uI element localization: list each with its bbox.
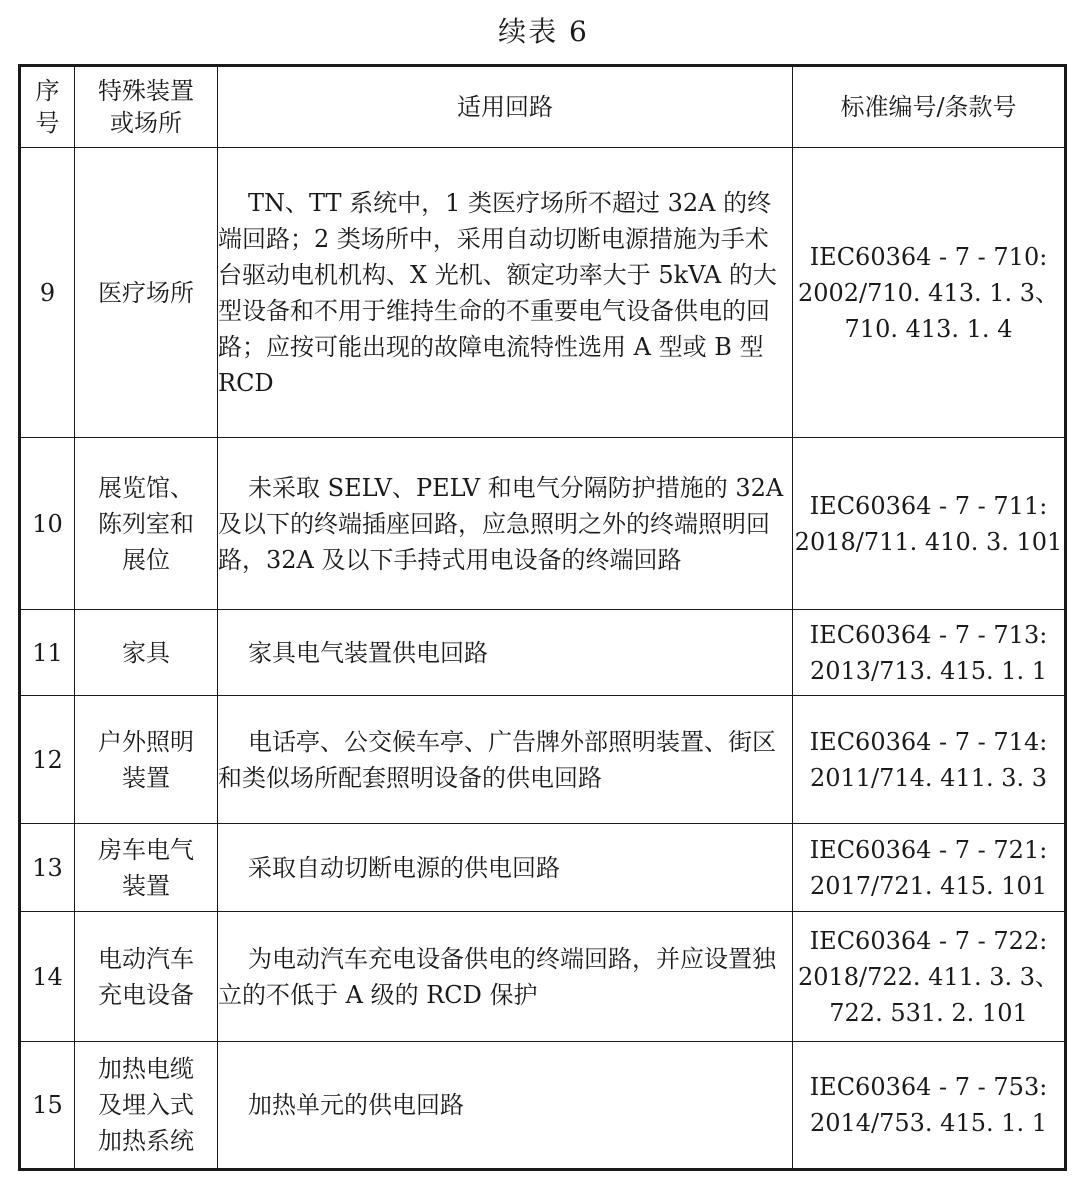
standard-line: IEC60364 - 7 - 722:	[809, 926, 1048, 955]
row-standard	[793, 438, 1066, 610]
row-number: 13	[20, 824, 75, 912]
header-circuit: 适用回路	[218, 66, 793, 148]
row-number: 12	[20, 696, 75, 824]
standard-line: 2018/722. 411. 3. 3、	[797, 962, 1060, 991]
table-row	[20, 610, 1066, 696]
table-row	[20, 824, 1066, 912]
row-place: 医疗场所	[75, 148, 218, 438]
row-standard	[793, 912, 1066, 1042]
standard-line: 2018/711. 410. 3. 101	[794, 527, 1063, 556]
row-number: 11	[20, 610, 75, 696]
row-circuit: 加热单元的供电回路	[218, 1042, 793, 1170]
row-number: 14	[20, 912, 75, 1042]
header-standard: 标准编号/条款号	[793, 66, 1066, 148]
row-place: 房车电气装置	[75, 824, 218, 912]
row-standard	[793, 148, 1066, 438]
table-row	[20, 148, 1066, 438]
table-title: 续表 6	[498, 15, 589, 48]
header-row	[20, 66, 1066, 148]
row-number: 15	[20, 1042, 75, 1170]
standard-line: IEC60364 - 7 - 753:	[809, 1073, 1048, 1101]
row-circuit: 为电动汽车充电设备供电的终端回路，并应设置独立的不低于 A 级的 RCD 保护	[218, 912, 793, 1042]
row-place: 家具	[75, 610, 218, 696]
table-row	[20, 1042, 1066, 1170]
row-number: 9	[20, 148, 75, 438]
row-standard	[793, 610, 1066, 696]
table-row	[20, 696, 1066, 824]
row-circuit: 未采取 SELV、PELV 和电气分隔防护措施的 32A 及以下的终端插座回路，应急照明之外的终端照明回路，32A 及以下手持式用电设备的终端回路	[218, 438, 793, 610]
standards-table	[18, 64, 1067, 1171]
header-place: 特殊装置或场所	[75, 66, 218, 148]
row-standard	[793, 696, 1066, 824]
row-circuit: 电话亭、公交候车亭、广告牌外部照明装置、街区和类似场所配套照明设备的供电回路	[218, 696, 793, 824]
row-number: 10	[20, 438, 75, 610]
row-place: 加热电缆及埋入式加热系统	[75, 1042, 218, 1170]
row-circuit: 采取自动切断电源的供电回路	[218, 824, 793, 912]
standard-line: 2011/714. 411. 3. 3	[809, 763, 1048, 792]
row-place: 展览馆、陈列室和展位	[75, 438, 218, 610]
row-circuit: TN、TT 系统中，1 类医疗场所不超过 32A 的终端回路；2 类场所中，采用自动切断电源措施为手术台驱动电机机构、X 光机、额定功率大于 5kVA 的大型设备和不用于维持生命的不重要电气设备供电的回路；应按可能出现的故障电流特性选用 A 型或 B 型 RCD	[218, 148, 793, 438]
table-row	[20, 438, 1066, 610]
standard-line: IEC60364 - 7 - 713:	[809, 620, 1048, 649]
row-place: 电动汽车充电设备	[75, 912, 218, 1042]
header-num: 序号	[20, 66, 75, 148]
row-circuit: 家具电气装置供电回路	[218, 610, 793, 696]
row-standard	[793, 1042, 1066, 1170]
table-row	[20, 912, 1066, 1042]
standard-line: 722. 531. 2. 101	[829, 998, 1028, 1027]
row-standard	[793, 824, 1066, 912]
standard-line: IEC60364 - 7 - 710:	[809, 242, 1048, 271]
standard-line: IEC60364 - 7 - 714:	[809, 727, 1048, 756]
row-place: 户外照明装置	[75, 696, 218, 824]
standard-line: 2002/710. 413. 1. 3、	[797, 278, 1060, 307]
standard-line: IEC60364 - 7 - 711:	[809, 491, 1048, 520]
standard-line: 710. 413. 1. 4	[844, 314, 1013, 343]
standard-line: 2013/713. 415. 1. 1	[809, 656, 1048, 685]
standard-line: 2017/721. 415. 101	[809, 871, 1048, 900]
standard-line: IEC60364 - 7 - 721:	[809, 835, 1048, 864]
standard-line: 2014/753. 415. 1. 1	[809, 1109, 1048, 1137]
